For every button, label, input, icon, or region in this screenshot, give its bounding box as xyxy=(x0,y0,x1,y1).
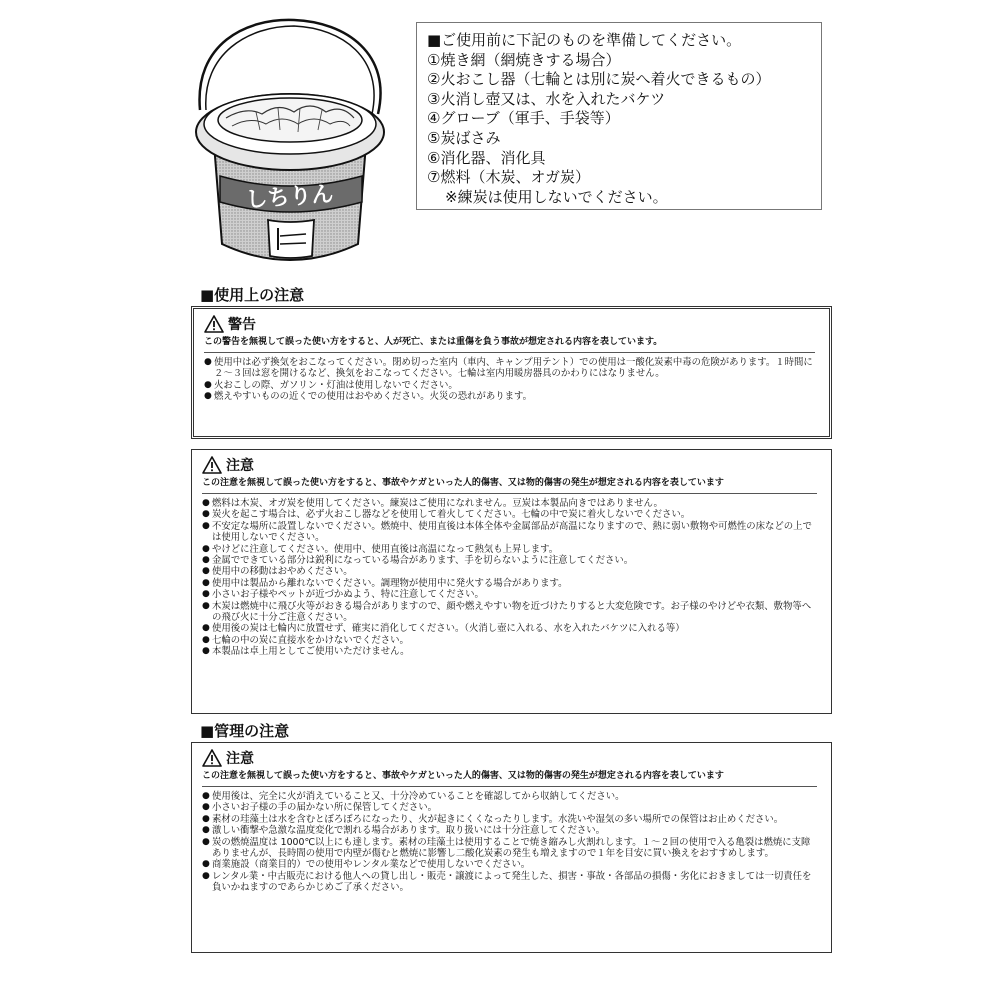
management-caution-item: ● 使用後は、完全に火が消えていること又、十分冷めていることを確認してから収納してください。 xyxy=(202,791,817,802)
prep-item: ③火消し壺又は、水を入れたバケツ xyxy=(427,89,666,108)
prep-heading: ■ご使用前に下記のものを準備してください。 xyxy=(427,31,742,49)
caution-item: ● 使用中の移動はおやめください。 xyxy=(202,566,817,577)
prep-item: ⑤炭ばさみ xyxy=(427,128,501,147)
warning-box xyxy=(191,306,832,439)
caution-item: ● 本製品は卓上用としてご使用いただけません。 xyxy=(202,646,817,657)
warning-item: ● 燃えやすいものの近くでの使用はおやめください。火災の恐れがあります。 xyxy=(204,391,815,402)
prep-item: ⑦燃料（木炭、オガ炭） xyxy=(427,168,590,187)
caution-subtitle: この注意を無視して誤った使い方をすると、事故やケガといった人的傷害、又は物的傷害の発生が想定される内容を表しています xyxy=(202,478,724,488)
caution-box xyxy=(191,449,832,714)
caution-item: ● 七輪の中の炭に直接水をかけないでください。 xyxy=(202,635,817,646)
caution-triangle-icon xyxy=(202,456,222,474)
management-caution-item: ● 素材の珪藻土は水を含むとぼろぼろになったり、火が起きにくくなったりします。水洗いや湿気の多い場所での保管はお止めください。 xyxy=(202,814,817,825)
illustration-label: しちりん xyxy=(244,181,335,214)
caution-item: ● 不安定な場所に設置しないでください。燃焼中、使用直後は本体全体や金属部品が高温になりますので、熱に弱い敷物や可燃性の床などの上では使用しないでください。 xyxy=(202,521,817,544)
warning-title: 警告 xyxy=(228,317,256,333)
caution-item: ● 木炭は燃焼中に飛び火等がおきる場合がありますので、顔や燃えやすい物を近づけたりすると大変危険です。お子様のやけどや衣類、敷物等への飛び火に十分ご注意ください。 xyxy=(202,601,817,624)
management-caution-item: ● 炭の燃焼温度は 1000℃以上にも達します。素材の珪藻土は使用することで焼き縮みし火割れします。１～２回の使用で入る亀裂は燃焼に支障ありませんが、長時間の使用で内壁が傷むと燃焼に影響し二酸化炭素の発生も増えますので１年を目安に買い換えをおすすめします。 xyxy=(202,837,817,860)
caution-item: ● 小さいお子様やペットが近づかぬよう、特に注意してください。 xyxy=(202,589,817,600)
prep-item: ①焼き網（網焼きする場合） xyxy=(427,50,621,69)
prep-item: ⑥消化器、消化具 xyxy=(427,148,546,167)
management-caution-title: 注意 xyxy=(226,751,254,767)
warning-item: ● 使用中は必ず換気をおこなってください。閉め切った室内（車内、キャンプ用テント）での使用は一酸化炭素中毒の危険があります。１時間に２～３回は窓を開けるなど、換気をおこなってください。七輪は室内用暖房器具のかわりにはなりません。 xyxy=(204,357,815,380)
prep-item: ④グローブ（軍手、手袋等） xyxy=(427,109,620,128)
caution-item: ● 使用中は製品から離れないでください。調理物が使用中に発火する場合があります。 xyxy=(202,578,817,589)
caution-item: ● 炭火を起こす場合は、必ず火おこし器などを使用して着火してください。七輪の中で炭に着火しないでください。 xyxy=(202,509,817,520)
caution-item: ● やけどに注意してください。使用中、使用直後は高温になって熱気も上昇します。 xyxy=(202,544,817,555)
caution-title: 注意 xyxy=(226,458,254,474)
management-caution-item: ● 小さいお子様の手の届かない所に保管してください。 xyxy=(202,802,817,813)
warning-item: ● 火おこしの際、ガソリン・灯油は使用しないでください。 xyxy=(204,380,815,391)
warning-subtitle: この警告を無視して誤った使い方をすると、人が死亡、または重傷を負う事故が想定される内容を表しています。 xyxy=(204,337,663,347)
management-caution-list xyxy=(202,791,817,894)
divider xyxy=(202,786,817,787)
usage-section-heading: ■使用上の注意 xyxy=(200,286,305,304)
divider xyxy=(202,493,817,494)
warning-triangle-icon xyxy=(204,315,224,333)
warning-list xyxy=(204,357,815,403)
caution-item: ● 燃料は木炭、オガ炭を使用してください。練炭はご使用になれません。豆炭は本製品向きではありません。 xyxy=(202,498,817,509)
caution-triangle-icon xyxy=(202,749,222,767)
management-caution-subtitle: この注意を無視して誤った使い方をすると、事故やケガといった人的傷害、又は物的傷害の発生が想定される内容を表しています xyxy=(202,771,724,781)
preparation-box xyxy=(416,22,822,210)
management-section-heading: ■管理の注意 xyxy=(200,722,290,740)
prep-note: ※練炭は使用しないでください。 xyxy=(445,187,668,206)
management-caution-item: ● レンタル業・中古販売における他人への貸し出し・販売・譲渡によって発生した、損害・事故・各部品の損傷・劣化におきましては一切責任を負いかねますのであらかじめご了承ください。 xyxy=(202,871,817,894)
shichirin-illustration xyxy=(186,14,392,266)
caution-item: ● 金属でできている部分は鋭利になっている場合があります、手を切らないように注意してください。 xyxy=(202,555,817,566)
management-caution-item: ● 激しい衝撃や急激な温度変化で割れる場合があります。取り扱いには十分注意してください。 xyxy=(202,825,817,836)
divider xyxy=(204,352,815,353)
management-caution-item: ● 商業施設（商業目的）での使用やレンタル業などで使用しないでください。 xyxy=(202,859,817,870)
caution-list xyxy=(202,498,817,658)
caution-item: ● 使用後の炭は七輪内に放置せず、確実に消化してください。（火消し壺に入れる、水を入れたバケツに入れる等） xyxy=(202,623,817,634)
prep-item: ②火おこし器（七輪とは別に炭へ着火できるもの） xyxy=(427,70,771,89)
management-caution-box xyxy=(191,742,832,953)
